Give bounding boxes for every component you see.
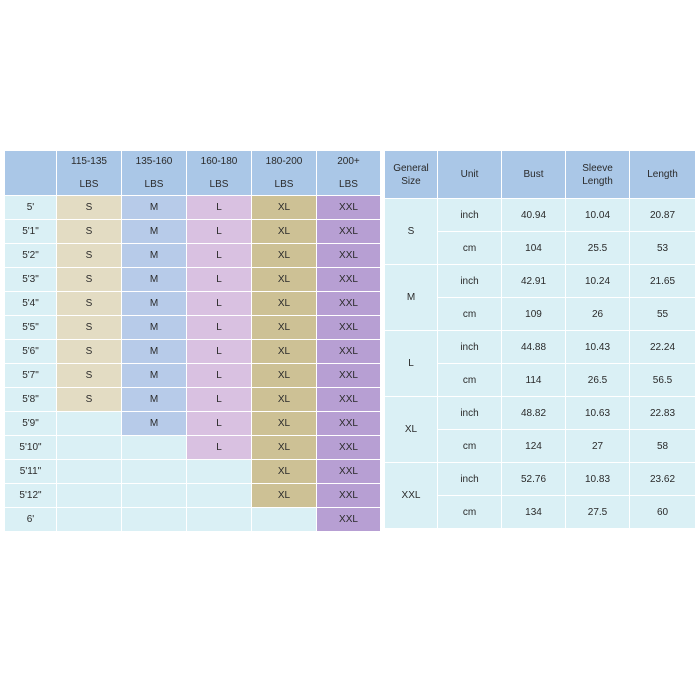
length-cell: 22.24 xyxy=(630,331,696,364)
general-size-header-line1: General xyxy=(393,162,429,174)
weight-unit: LBS xyxy=(209,179,229,190)
size-cell: XL xyxy=(252,436,317,460)
height-label: 5'4" xyxy=(5,292,57,316)
size-cell: S xyxy=(57,196,122,220)
weight-column-header xyxy=(57,151,122,196)
size-cell: S xyxy=(57,364,122,388)
height-label: 6' xyxy=(5,508,57,532)
size-cell: L xyxy=(187,436,252,460)
size-cell xyxy=(57,412,122,436)
unit-cell: cm xyxy=(438,232,502,265)
sleeve-length-cell: 26.5 xyxy=(566,364,630,397)
size-cell: XXL xyxy=(317,196,381,220)
length-cell: 22.83 xyxy=(630,397,696,430)
length-cell: 58 xyxy=(630,430,696,463)
size-cell: XL xyxy=(252,316,317,340)
size-cell: S xyxy=(57,292,122,316)
weight-column-header xyxy=(317,151,381,196)
weight-header-row xyxy=(5,151,381,196)
height-label: 5'7" xyxy=(5,364,57,388)
size-cell: S xyxy=(57,316,122,340)
height-row xyxy=(5,484,381,508)
size-cell: XXL xyxy=(317,484,381,508)
bust-cell: 104 xyxy=(502,232,566,265)
size-cell: XL xyxy=(252,460,317,484)
bust-header: Bust xyxy=(502,151,566,199)
size-cell: L xyxy=(187,316,252,340)
bust-cell: 114 xyxy=(502,364,566,397)
bust-cell: 48.82 xyxy=(502,397,566,430)
size-cell: XL xyxy=(252,196,317,220)
size-cell xyxy=(122,508,187,532)
sleeve-length-cell: 25.5 xyxy=(566,232,630,265)
size-cell xyxy=(122,484,187,508)
unit-cell: cm xyxy=(438,430,502,463)
height-label: 5' xyxy=(5,196,57,220)
size-cell: XXL xyxy=(317,412,381,436)
size-cell: XXL xyxy=(317,220,381,244)
size-cell: S xyxy=(57,244,122,268)
size-cell: M xyxy=(122,316,187,340)
size-cell xyxy=(57,460,122,484)
height-row xyxy=(5,316,381,340)
height-label: 5'10" xyxy=(5,436,57,460)
bust-cell: 134 xyxy=(502,496,566,529)
corner-cell xyxy=(5,151,57,196)
size-cell: L xyxy=(187,196,252,220)
length-cell: 60 xyxy=(630,496,696,529)
general-size-cell: S xyxy=(385,199,438,265)
unit-cell: inch xyxy=(438,265,502,298)
size-cell: L xyxy=(187,340,252,364)
size-cell: M xyxy=(122,220,187,244)
size-cell: L xyxy=(187,244,252,268)
size-cell xyxy=(57,508,122,532)
bust-cell: 40.94 xyxy=(502,199,566,232)
weight-range: 115-135 xyxy=(71,156,107,167)
measurement-row xyxy=(385,199,696,232)
sleeve-length-cell: 27 xyxy=(566,430,630,463)
length-cell: 55 xyxy=(630,298,696,331)
size-cell: XXL xyxy=(317,316,381,340)
unit-cell: cm xyxy=(438,496,502,529)
height-weight-size-table xyxy=(4,150,381,532)
weight-column-header xyxy=(252,151,317,196)
length-cell: 23.62 xyxy=(630,463,696,496)
unit-header: Unit xyxy=(438,151,502,199)
size-cell: XXL xyxy=(317,388,381,412)
unit-cell: cm xyxy=(438,364,502,397)
height-label: 5'12" xyxy=(5,484,57,508)
height-row xyxy=(5,220,381,244)
size-cell: XXL xyxy=(317,340,381,364)
bust-cell: 52.76 xyxy=(502,463,566,496)
size-cell: XL xyxy=(252,340,317,364)
size-measurement-table xyxy=(384,150,696,529)
size-cell: XXL xyxy=(317,292,381,316)
height-label: 5'8" xyxy=(5,388,57,412)
bust-cell: 44.88 xyxy=(502,331,566,364)
height-label: 5'9" xyxy=(5,412,57,436)
sleeve-length-cell: 10.63 xyxy=(566,397,630,430)
weight-range: 160-180 xyxy=(200,156,238,167)
size-cell: L xyxy=(187,292,252,316)
length-cell: 21.65 xyxy=(630,265,696,298)
sleeve-length-cell: 27.5 xyxy=(566,496,630,529)
size-cell: L xyxy=(187,412,252,436)
measurement-row xyxy=(385,463,696,496)
weight-unit: LBS xyxy=(339,179,358,190)
unit-cell: inch xyxy=(438,397,502,430)
height-row xyxy=(5,508,381,532)
size-cell: XXL xyxy=(317,436,381,460)
size-cell: S xyxy=(57,268,122,292)
height-label: 5'6" xyxy=(5,340,57,364)
size-cell: M xyxy=(122,196,187,220)
size-cell: S xyxy=(57,388,122,412)
height-label: 5'3" xyxy=(5,268,57,292)
general-size-cell: XXL xyxy=(385,463,438,529)
general-size-cell: XL xyxy=(385,397,438,463)
height-row xyxy=(5,388,381,412)
size-cell xyxy=(187,484,252,508)
weight-unit: LBS xyxy=(144,179,164,190)
size-cell xyxy=(122,436,187,460)
sleeve-length-cell: 10.24 xyxy=(566,265,630,298)
size-cell: XXL xyxy=(317,364,381,388)
size-cell: L xyxy=(187,364,252,388)
size-cell xyxy=(187,460,252,484)
general-size-header-line2: Size xyxy=(401,175,421,187)
sleeve-length-header xyxy=(566,151,630,199)
size-cell: L xyxy=(187,220,252,244)
length-header: Length xyxy=(630,151,696,199)
size-cell: M xyxy=(122,412,187,436)
size-cell xyxy=(122,460,187,484)
height-label: 5'2" xyxy=(5,244,57,268)
sleeve-length-cell: 10.04 xyxy=(566,199,630,232)
size-cell: M xyxy=(122,292,187,316)
general-size-cell: L xyxy=(385,331,438,397)
weight-range: 180-200 xyxy=(265,156,303,167)
size-cell: XXL xyxy=(317,460,381,484)
bust-cell: 42.91 xyxy=(502,265,566,298)
unit-cell: inch xyxy=(438,463,502,496)
size-cell: XL xyxy=(252,220,317,244)
bust-cell: 124 xyxy=(502,430,566,463)
unit-cell: inch xyxy=(438,199,502,232)
sleeve-header-line1: Sleeve xyxy=(582,162,613,174)
unit-cell: inch xyxy=(438,331,502,364)
bust-cell: 109 xyxy=(502,298,566,331)
measurement-row xyxy=(385,397,696,430)
size-cell: XXL xyxy=(317,508,381,532)
height-label: 5'11" xyxy=(5,460,57,484)
size-cell: XXL xyxy=(317,244,381,268)
size-cell: M xyxy=(122,388,187,412)
height-row xyxy=(5,412,381,436)
size-cell: XL xyxy=(252,388,317,412)
general-size-cell: M xyxy=(385,265,438,331)
size-cell xyxy=(252,508,317,532)
height-row xyxy=(5,364,381,388)
size-cell: S xyxy=(57,340,122,364)
weight-range: 135-160 xyxy=(135,156,173,167)
weight-column-header xyxy=(122,151,187,196)
height-row xyxy=(5,268,381,292)
size-cell: M xyxy=(122,244,187,268)
size-cell xyxy=(187,508,252,532)
sleeve-length-cell: 10.43 xyxy=(566,331,630,364)
height-label: 5'1" xyxy=(5,220,57,244)
measurement-row xyxy=(385,331,696,364)
length-cell: 53 xyxy=(630,232,696,265)
size-cell: XL xyxy=(252,412,317,436)
sleeve-length-cell: 10.83 xyxy=(566,463,630,496)
length-cell: 20.87 xyxy=(630,199,696,232)
height-row xyxy=(5,244,381,268)
size-cell: XL xyxy=(252,364,317,388)
size-cell: XL xyxy=(252,244,317,268)
measurement-row xyxy=(385,265,696,298)
weight-range: 200+ xyxy=(337,156,360,167)
size-cell: M xyxy=(122,364,187,388)
height-row xyxy=(5,340,381,364)
height-row xyxy=(5,436,381,460)
size-cell: XL xyxy=(252,268,317,292)
size-cell: L xyxy=(187,268,252,292)
weight-column-header xyxy=(187,151,252,196)
unit-cell: cm xyxy=(438,298,502,331)
height-label: 5'5" xyxy=(5,316,57,340)
general-size-header xyxy=(385,151,438,199)
length-cell: 56.5 xyxy=(630,364,696,397)
height-row xyxy=(5,460,381,484)
height-row xyxy=(5,196,381,220)
size-cell: XL xyxy=(252,292,317,316)
size-cell xyxy=(57,484,122,508)
sleeve-length-cell: 26 xyxy=(566,298,630,331)
size-cell: S xyxy=(57,220,122,244)
size-cell: L xyxy=(187,388,252,412)
size-cell: M xyxy=(122,268,187,292)
size-cell: XXL xyxy=(317,268,381,292)
weight-unit: LBS xyxy=(79,179,99,190)
size-cell: M xyxy=(122,340,187,364)
sleeve-header-line2: Length xyxy=(582,175,613,187)
size-cell: XL xyxy=(252,484,317,508)
measure-header-row xyxy=(385,151,696,199)
size-cell xyxy=(57,436,122,460)
height-row xyxy=(5,292,381,316)
weight-unit: LBS xyxy=(274,179,294,190)
